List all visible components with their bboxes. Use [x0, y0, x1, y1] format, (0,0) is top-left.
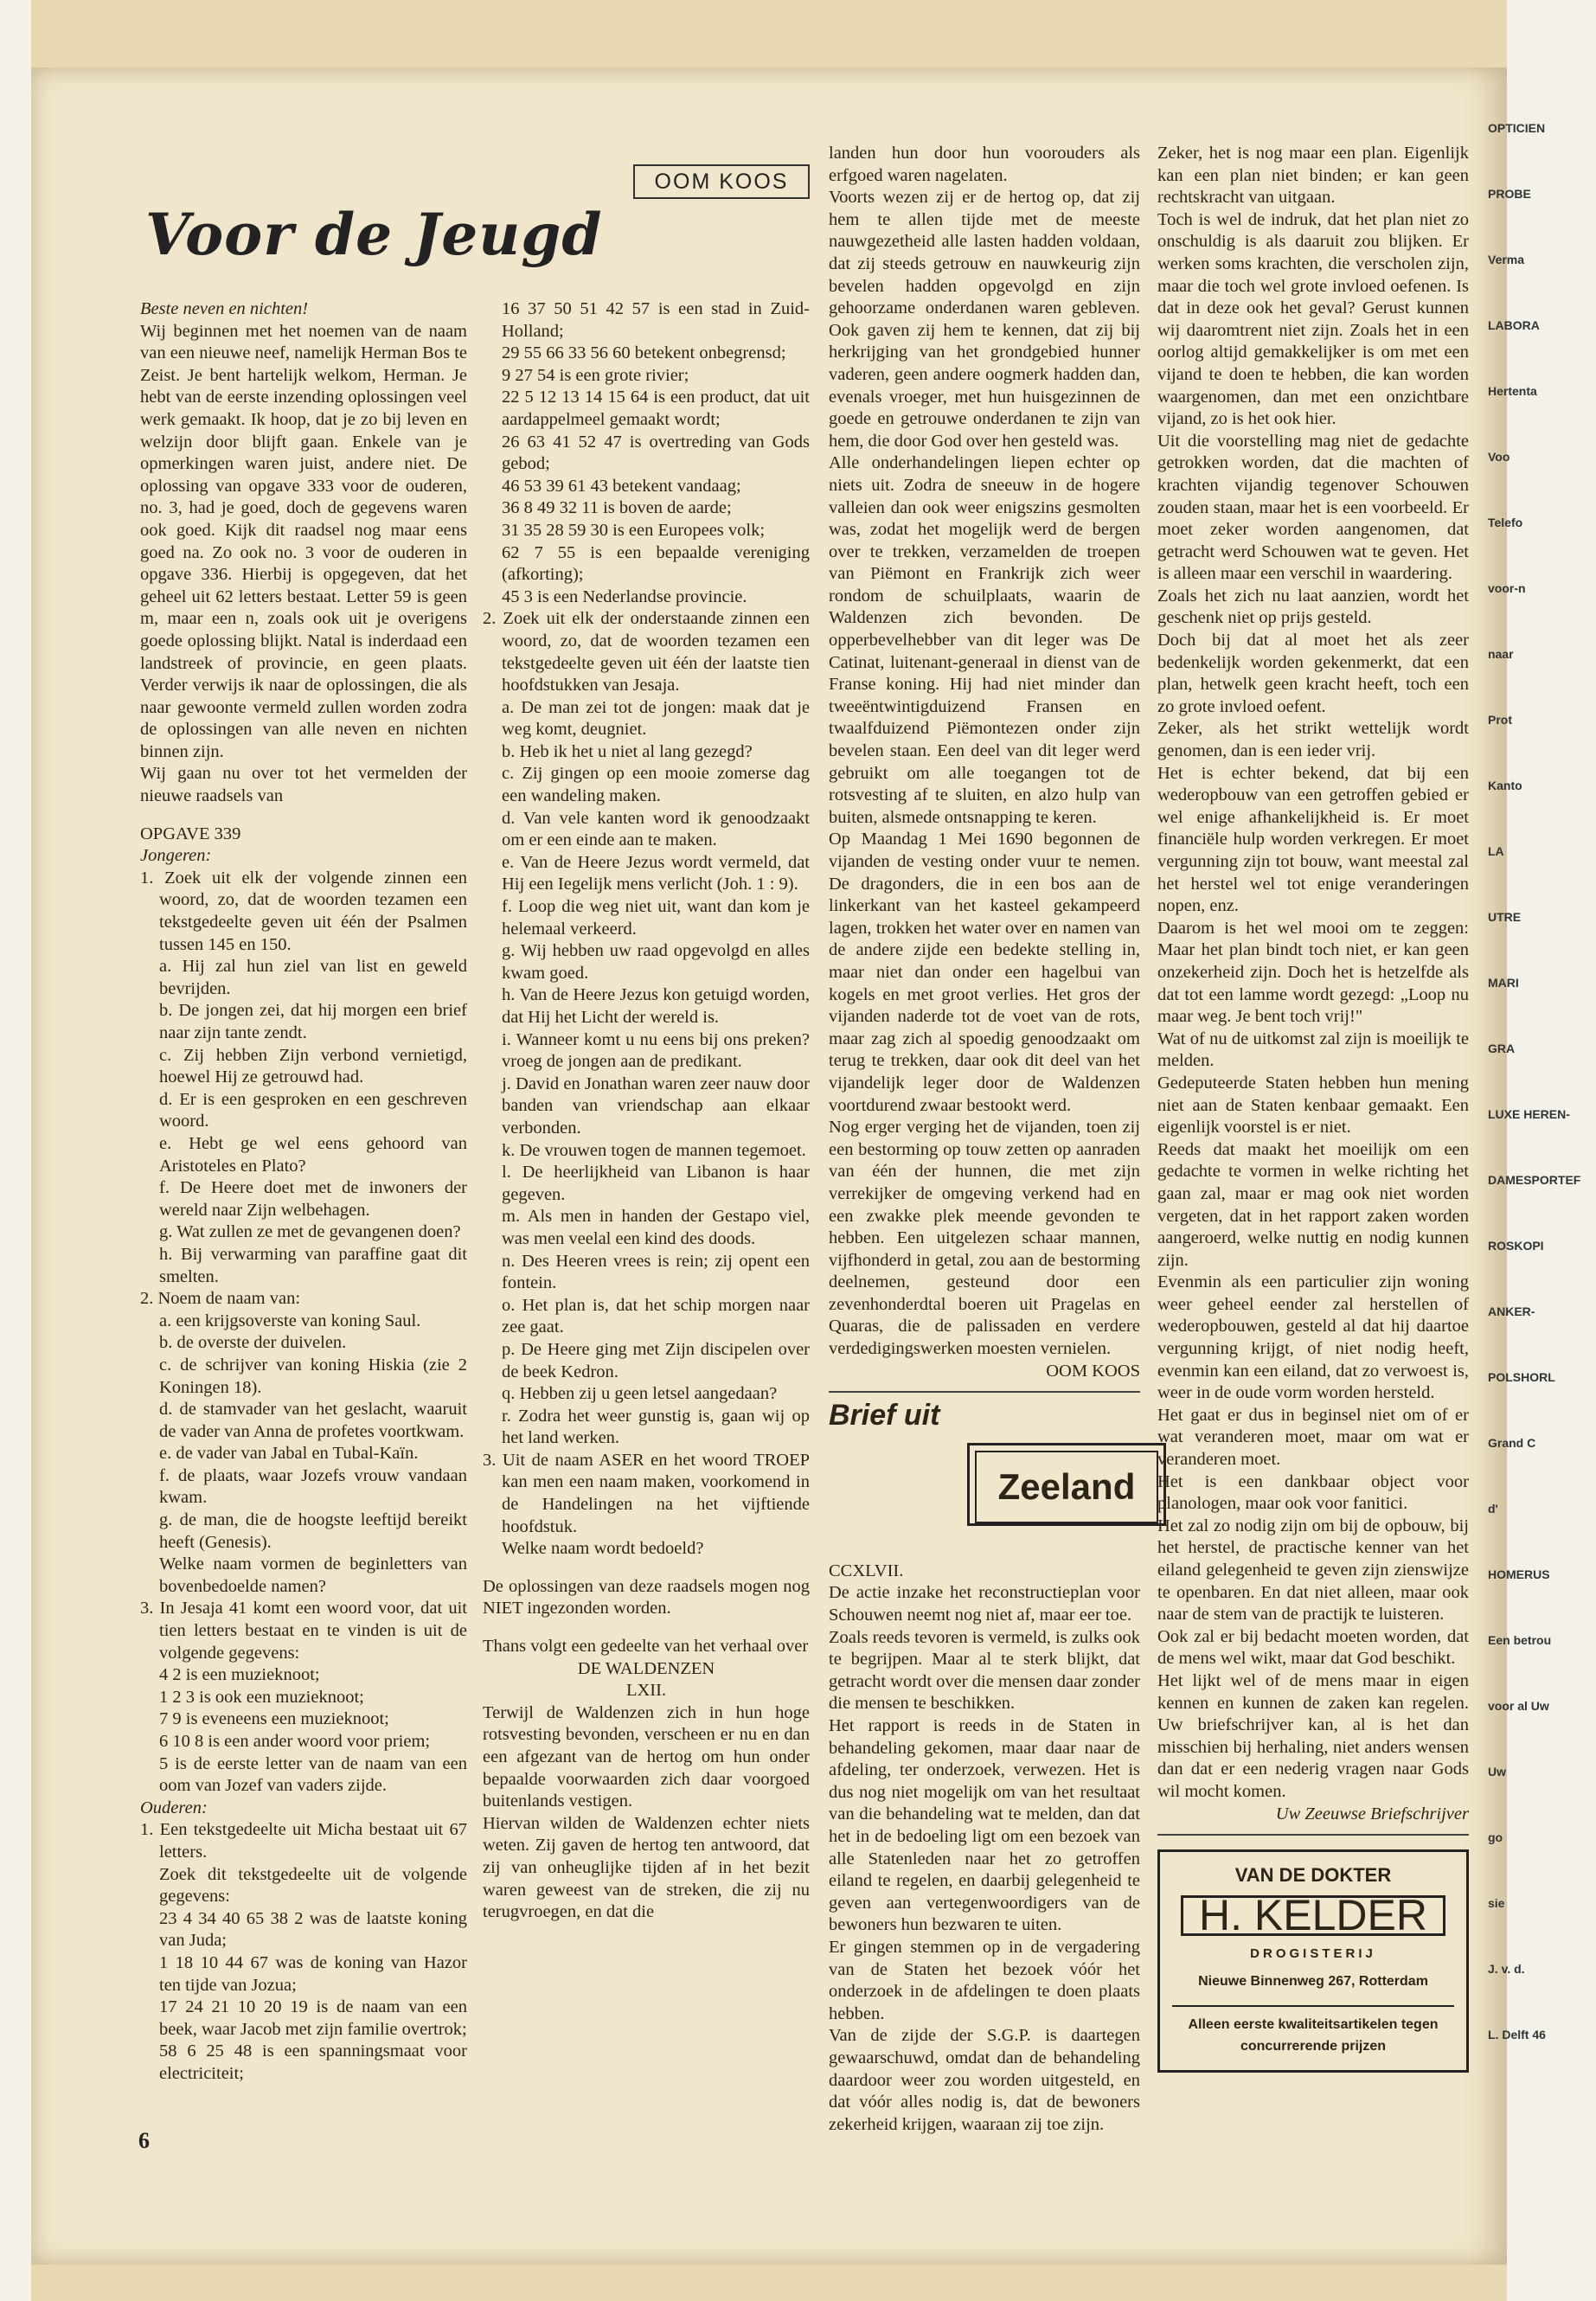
column1-para-9: d. Er is een gesproken en een geschreven woord.: [159, 1089, 467, 1131]
fragment-0: OPTICIEN: [1488, 121, 1546, 135]
column3-para-6: [829, 1391, 1140, 1393]
column3-para-14: Van de zijde der S.G.P. is daartegen gewaarschuwd, omdat dan de behandeling daardoor weer zou worden uitgesteld, en dat vóór alles nodig is, dat de bewoners zekerheid krijgen, waaraan zij toe zijn.: [829, 2026, 1140, 2134]
column2-para-6: 36 8 49 32 11 is boven de aarde;: [502, 498, 732, 518]
column1-para-27: 6 10 8 is een ander woord voor priem;: [159, 1732, 431, 1751]
column1-para-25: 1 2 3 is ook een muzieknoot;: [159, 1687, 364, 1707]
column3-para-1: Voorts wezen zij er de hertog op, dat zij hem te allen tijde met de meeste nauwgezetheid alle lasten hadden voldaan, dat zij steeds getrouw en nauwkeurig zijn bevelen hadden opgevolgd en zijn gehoorzame onderdanen waren gebleven. Ook gaven zij hem te kennen, dat zij bij herkrijging van het grondgebied hunner vaderen, geen andere oogmerk hadden dan, evenals vroeger, met hun huisgezinnen de goede en getrouwe onderdanen te zijn van hem, die door God over hen gesteld was.: [829, 188, 1140, 451]
column1-para-28: 5 is de eerste letter van de naam van een oom van Jozef van vaders zijde.: [159, 1753, 467, 1796]
column2-para-2: 9 27 54 is een grote rivier;: [502, 365, 689, 385]
column2-para-24: n. Des Heeren vrees is rein; zij opent een fontein.: [502, 1251, 810, 1293]
column2-para-4: 26 63 41 52 47 is overtreding van Gods gebod;: [502, 432, 810, 474]
column1-para-23: 3. In Jesaja 41 komt een woord voor, dat uit tien letters bestaat en te vinden is uit de volgende gegevens:: [140, 1599, 467, 1663]
column3-para-0: landen hun door hun voorouders als erfgoed waren nagelaten.: [829, 144, 1140, 185]
fragment-11: LA: [1488, 844, 1504, 858]
column1-para-34: 17 24 21 10 20 19 is de naam van een beek, waar Jacob met zijn familie overtrok;: [159, 1997, 467, 2039]
column4-para-15: Ook zal er bij bedacht moeten worden, dat de mens wel wikt, maar dat God beschikt.: [1157, 1626, 1469, 1669]
column3-para-11: Zoals reeds tevoren is vermeld, is zulks ook te begrijpen. Maar al te sterk blijkt, dat getracht wordt over die mensen daar zonder die mensen te beschikken.: [829, 1627, 1140, 1714]
fragment-24: voor al Uw: [1488, 1699, 1549, 1713]
fragment-12: UTRE: [1488, 910, 1522, 924]
column2-para-1: 29 55 66 33 56 60 betekent onbegrensd;: [502, 343, 786, 363]
fragment-6: Telefo: [1488, 516, 1523, 529]
column2-para-16: f. Loop die weg niet uit, want dan kom je helemaal verkeerd.: [502, 897, 810, 939]
column1-para-22: Welke naam vormen de beginletters van bovenbedoelde namen?: [159, 1554, 467, 1596]
ad-subtitle: DROGISTERIJ: [1250, 1946, 1376, 1962]
column1-para-26: 7 9 is eveneens een muzieknoot;: [159, 1709, 389, 1729]
column2-para-7: 31 35 28 59 30 is een Europees volk;: [502, 520, 766, 540]
column1-para-24: 4 2 is een muzieknoot;: [159, 1665, 320, 1685]
ad-name: H. KELDER: [1181, 1895, 1445, 1937]
column4-para-3: Zoals het zich nu laat aanzien, wordt het geschenk niet op prijs gesteld.: [1157, 586, 1469, 628]
section-title: Voor de Jeugd: [145, 201, 603, 268]
column4-para-7: Daarom is het wel mooi om te zeggen: Maar het plan bindt toch niet, er kan geen onzekerheid zijn. Doch het is hetzelfde als dat tot een lamme wordt gezegd: „Loop nu maar weg. Je bent toch vrij!": [1157, 918, 1469, 1027]
column1-para-17: c. de schrijver van koning Hiskia (zie 2 Koningen 18).: [159, 1355, 467, 1397]
column4-para-8: Wat of nu de uitkomst zal zijn is moeilijk te melden.: [1157, 1029, 1469, 1071]
fragment-1: PROBE: [1488, 187, 1531, 201]
column1-para-6: a. Hij zal hun ziel van list en geweld bevrijden.: [159, 957, 467, 998]
fragment-15: LUXE HEREN-: [1488, 1107, 1570, 1121]
column4-para-5: Zeker, als het strikt wettelijk wordt genomen, dan is een ieder vrij.: [1157, 719, 1469, 761]
column1-para-19: e. de vader van Jabal en Tubal-Kaïn.: [159, 1444, 419, 1464]
fragment-7: voor-n: [1488, 581, 1526, 595]
column1-para-18: d. de stamvader van het geslacht, waaruit de vader van Anna de profetes voortkwam.: [159, 1400, 467, 1441]
fragment-9: Prot: [1488, 713, 1512, 727]
column2-para-21: k. De vrouwen togen de mannen tegemoet.: [502, 1140, 806, 1160]
adjacent-page-fragment: [1488, 121, 1592, 2197]
fragment-10: Kanto: [1488, 779, 1522, 792]
column2-para-10: 2. Zoek uit elk der onderstaande zinnen een woord, zo, dat de woorden tezamen een tekstgedeelte geven uit één der laatste tien hoofdstukken van Jesaja.: [483, 609, 810, 695]
fragment-28: J. v. d.: [1488, 1962, 1525, 1976]
fragment-22: HOMERUS: [1488, 1567, 1550, 1581]
column2-para-14: d. Van vele kanten word ik genoodzaakt om er een einde aan te maken.: [502, 808, 810, 850]
column3-para-4: Nog erger verging het de vijanden, toen zij een bestorming op touw zetten op aanraden van één der hunnen, die met zijn verrekijker de omgeving verkend had en een zwakke plek meende gevonden te hebben. Een uitgelezen schaar mannen, vijfhonderd in getal, zou aan de bestorming deelnemen, gesteund door een zevenhonderdtal boeren uit Pragelas en Quaras, die de palissaden en verdere verdedigingswerken moesten vernielen.: [829, 1118, 1140, 1359]
fragment-19: POLSHORL: [1488, 1370, 1555, 1384]
column-1: [140, 298, 467, 2086]
ad-address: Nieuwe Binnenweg 267, Rotterdam: [1198, 1973, 1428, 1989]
column1-para-20: f. de plaats, waar Jozefs vrouw vandaan kwam.: [159, 1465, 467, 1508]
column4-para-4: Doch bij dat al moet het als zeer bedenkelijk worden gekenmerkt, dat een plan, hetwelk geen kracht heeft, toch een zo grote invloed oefent.: [1157, 631, 1469, 716]
column3-para-8: [967, 1443, 1166, 1526]
column4-para-17: Uw Zeeuwse Briefschrijver: [1275, 1804, 1469, 1823]
fragment-14: GRA: [1488, 1042, 1516, 1055]
column4-para-2: Uit die voorstelling mag niet de gedachte getrokken worden, dat die machten of krachten vijandig tegenover Schouwen zouden staan, maar het is een voorbeeld. Er moet zeker worden aangenomen, dat getracht werd Schouwen wat te geven. Het is alleen maar een verschil in waardering.: [1157, 431, 1469, 584]
column2-para-32: Thans volgt een gedeelte van het verhaal over: [483, 1637, 809, 1657]
column4-para-10: Reeds dat maakt het moeilijk om een gedachte te vormen in welke richting het gaan zal, maar er mag ook niet worden vergeten, dat in het rapport zaken worden aangeroerd, welke nuttig en nodig kunnen zijn.: [1157, 1139, 1469, 1270]
page-edge-left: [0, 0, 31, 2301]
column-2: [483, 298, 810, 1924]
column3-para-2: Alle onderhandelingen liepen echter op niets uit. Zodra de sneeuw in de hogere valleien dan ook weer enigszins gesmolten was, zodat het mogelijk werd de bergen over te trekken, verzamelden de troepen van Piëmont en Frankrijk zich weer rondom de schuilplaats, waarin de Waldenzen zich bevonden. De opperbevelhebber van dit leger was De Catinat, luitenant-generaal in dienst van de Franse koning. Hij had niet minder dan tweeëntwintigduizend Fransen en twaalfduizend Piëmontezen onder zijn bevelen staan. Een deel van dit leger werd gebruikt om alle toegangen tot de rotsvesting af te sluiten, en alzo hulp van buiten, alsmede ontsnapping te keren.: [829, 453, 1140, 827]
column2-para-15: e. Van de Heere Jezus wordt vermeld, dat Hij een Iegelijk mens verlicht (Joh. 1 : 9).: [502, 852, 810, 894]
column1-para-11: f. De Heere doet met de inwoners der wereld naar Zijn welbehagen.: [159, 1178, 467, 1220]
ad-heading: VAN DE DOKTER: [1234, 1864, 1392, 1887]
column1-para-12: g. Wat zullen ze met de gevangenen doen?: [159, 1222, 461, 1242]
column4-para-12: Het gaat er dus in beginsel niet om of er wat veranderen moet, maar om wat er veranderen moet.: [1157, 1405, 1469, 1470]
column1-para-21: g. de man, die de hoogste leeftijd bereikt heeft (Genesis).: [159, 1510, 467, 1552]
ad-note: Alleen eerste kwaliteitsartikelen tegen concurrerende prijzen: [1172, 2005, 1454, 2058]
column2-para-27: q. Hebben zij u geen letsel aangedaan?: [502, 1384, 778, 1404]
page-number: 6: [138, 2128, 150, 2153]
column2-para-19: i. Wanneer komt u nu eens bij ons preken? vroeg de jongen aan de predikant.: [502, 1029, 810, 1072]
byline-box: OOM KOOS: [633, 164, 810, 199]
fragment-4: Hertenta: [1488, 384, 1537, 398]
column-4: [1157, 143, 1469, 2073]
column4-para-13: Het is een dankbaar object voor planologen, maar ook voor fanitici.: [1157, 1471, 1469, 1514]
column1-para-5: 1. Zoek uit elk der volgende zinnen een woord, zo, dat de woorden tezamen een tekstgedeelte geven uit één der Psalmen tussen 145 en 150.: [140, 868, 467, 954]
column1-para-3: OPGAVE 339: [140, 824, 241, 843]
fragment-18: ANKER-: [1488, 1304, 1535, 1318]
column2-para-9: 45 3 is een Nederlandse provincie.: [502, 586, 747, 606]
column2-para-36: Hiervan wilden de Waldenzen echter niets weten. Zij gaven de hertog ten antwoord, dat zij van onheuglijke tijden af in het bezit waren geweest van de streken, die zij nu terugvroegen, en dat die: [483, 1813, 810, 1922]
column4-para-0: Zeker, het is nog maar een plan. Eigenlijk kan een plan niet binden; er kan geen rechtskracht van uitgaan.: [1157, 144, 1469, 208]
column4-para-16: Het lijkt wel of de mens maar in eigen kennen en kunnen de zaken kan regelen. Uw briefschrijver kan, al is het dan misschien bij herhaling, niet anders wensen dan dat er een nederig vragen naar Gods wil mocht komen.: [1157, 1670, 1469, 1801]
column1-para-32: 23 4 34 40 65 38 2 was de laatste koning van Juda;: [159, 1908, 467, 1951]
column3-para-10: De actie inzake het reconstructieplan voor Schouwen neemt nog niet af, maar eer toe.: [829, 1583, 1140, 1625]
column3-para-7: Brief uit: [829, 1399, 940, 1433]
fragment-26: go: [1488, 1830, 1503, 1844]
column4-para-14: Het zal zo nodig zijn om bij de opbouw, bij het herstel, de practische kenner van het eiland gelegenheid te geven zijn zienswijze te openbaren. En dat niet alleen, maar ook naar de stem van de practijk te luisteren.: [1157, 1516, 1469, 1625]
column2-para-29: 3. Uit de naam ASER en het woord TROEP kan men een naam maken, voorkomend in de Handelingen na het vijftiende hoofdstuk.: [483, 1450, 810, 1536]
column1-para-1: Wij beginnen met het noemen van de naam van een nieuwe neef, namelijk Herman Bos te Zeist. Je bent hartelijk welkom, Herman. Je hebt van de eerste inzending oplossingen veel werk gemaakt. Ik hoop, dat je zo bij leven en welzijn door blijft gaan. Enkele van je opmerkingen waren juist, andere niet. De oplossing van opgave 333 voor de ouderen, no. 3, had je goed, doch de gegevens waren ook goed. Kijk dit raadsel nog maar eens goed na. Zo ook no. 3 voor de ouderen in opgave 336. Hierbij is opgegeven, dat het geheel uit 62 letters bestaat. Letter 59 is geen m, maar een n, zoals ook uit je overigens goede oplossing blijkt. Natal is inderdaad een landstreek of provincie, en geen plaats. Verder verwijs ik naar de oplossingen, die als naar gewoonte vermeld zullen worden zodra de oplossingen van alle neven en nichten binnen zijn.: [140, 321, 467, 761]
column1-para-30: 1. Een tekstgedeelte uit Micha bestaat uit 67 letters.: [140, 1820, 467, 1862]
column2-para-34: LXII.: [625, 1681, 667, 1701]
column2-para-12: b. Heb ik het u niet al lang gezegd?: [502, 741, 753, 761]
fragment-8: naar: [1488, 647, 1514, 661]
column2-para-0: 16 37 50 51 42 57 is een stad in Zuid-Holland;: [502, 299, 810, 341]
column-3: [829, 143, 1140, 2136]
column1-para-33: 1 18 10 44 67 was de koning van Hazor ten tijde van Jozua;: [159, 1952, 467, 1995]
column1-para-35: 58 6 25 48 is een spanningsmaat voor electriciteit;: [159, 2041, 467, 2083]
column2-para-22: l. De heerlijkheid van Libanon is haar gegeven.: [502, 1163, 810, 1204]
fragment-13: MARI: [1488, 976, 1519, 990]
column2-para-5: 46 53 39 61 43 betekent vandaag;: [502, 476, 741, 496]
column2-para-33: DE WALDENZEN: [577, 1658, 715, 1678]
column1-para-15: a. een krijgsoverste van koning Saul.: [159, 1311, 421, 1330]
fragment-27: sie: [1488, 1896, 1505, 1910]
column3-para-3: Op Maandag 1 Mei 1690 begonnen de vijanden de vesting onder vuur te nemen. De dragonders, die in een bos aan de linkerkant van het kasteel gekampeerd lagen, trokken het water over en namen van de andere zijde een bedekte stelling in, maar niet dan onder een hagelbui van kogels en met groot verlies. Het gros der vijanden naderde tot de voet van de rots, maar zag zich al spoedig genoodzaakt om terug te trekken, daar ook dit deel van het vijandelijk leger door de Waldenzen voortdurend zwaar bestookt werd.: [829, 830, 1140, 1115]
fragment-29: L. Delft 46: [1488, 2028, 1546, 2041]
column1-para-8: c. Zij hebben Zijn verbond vernietigd, hoewel Hij ze getrouwd had.: [159, 1045, 467, 1087]
zeeland-label: Zeeland: [975, 1451, 1158, 1523]
divider: [1157, 1834, 1469, 1836]
fragment-21: d': [1488, 1502, 1498, 1516]
column1-para-31: Zoek dit tekstgedeelte uit de volgende gegevens:: [159, 1864, 467, 1907]
column2-para-23: m. Als men in handen der Gestapo viel, was men veelal een kind des doods.: [502, 1207, 810, 1248]
column1-para-29: Ouderen:: [140, 1798, 208, 1817]
column-4-body: [1157, 143, 1469, 1825]
column4-para-11: Evenmin als een particulier zijn woning weer geheel eender zal herstellen of wederopbouwen, gesteld al dat hij daartoe vergunning krijgt, of niet nodig heeft, evenmin kan een eiland, dat zo verwoest is, weer in de oude vorm worden hersteld.: [1157, 1272, 1469, 1403]
column1-para-14: 2. Noem de naam van:: [140, 1289, 301, 1309]
fragment-2: Verma: [1488, 253, 1525, 266]
column1-para-2: Wij gaan nu over tot het vermelden der nieuwe raadsels van: [140, 764, 467, 806]
column2-para-28: r. Zodra het weer gunstig is, gaan wij op het land werken.: [502, 1406, 810, 1448]
column3-para-12: Het rapport is reeds in de Staten in behandeling gekomen, maar daar naar de afdeling, ter onderzoek, verwezen. Het is dus nog niet mogelijk om van het resultaat van die behandeling wat te melden, dan dat het in de bedoeling ligt om een bezoek van alle Statenleden naar het zo getroffen eiland te regelen, en daarbij gelegenheid te geven aan vertegenwoordigers van de bewoners hun bezwaren te uiten.: [829, 1716, 1140, 1935]
column2-para-26: p. De Heere ging met Zijn discipelen over de beek Kedron.: [502, 1339, 810, 1381]
column2-para-18: h. Van de Heere Jezus kon getuigd worden, dat Hij het Licht der wereld is.: [502, 985, 810, 1027]
column4-para-6: Het is echter bekend, dat bij een wederopbouw van een getroffen gebied er wel enige afhankelijkheid is. Er moet financiële hulp worden verkregen. Er moet vergunning zijn tot bouw, want meestal zal het herstel wel tot enige veranderingen nopen, enz.: [1157, 763, 1469, 916]
column4-para-9: Gedeputeerde Staten hebben hun mening niet aan de Staten kenbaar gemaakt. Een eigenlijk voorstel is er niet.: [1157, 1073, 1469, 1138]
column1-para-0: Beste neven en nichten!: [140, 299, 309, 318]
column3-para-9: CCXLVII.: [829, 1561, 904, 1580]
column1-para-13: h. Bij verwarming van paraffine gaat dit smelten.: [159, 1244, 467, 1286]
column2-para-11: a. De man zei tot de jongen: maak dat je weg komt, deugniet.: [502, 697, 810, 740]
column3-para-13: Er gingen stemmen op in de vergadering van de Staten het bezoek vóór het onderzoek in de afdelingen te doen plaats hebben.: [829, 1937, 1140, 2023]
column2-para-13: c. Zij gingen op een mooie zomerse dag een wandeling maken.: [502, 764, 810, 806]
fragment-5: Voo: [1488, 450, 1510, 464]
column3-para-5: OOM KOOS: [1046, 1361, 1140, 1381]
column2-para-25: o. Het plan is, dat het schip morgen naar zee gaat.: [502, 1295, 810, 1337]
fragment-20: Grand C: [1488, 1436, 1536, 1450]
column2-para-20: j. David en Jonathan waren zeer nauw door banden van vriendschap aan elkaar verbonden.: [502, 1074, 810, 1138]
column2-para-31: De oplossingen van deze raadsels mogen nog NIET ingezonden worden.: [483, 1576, 810, 1618]
column1-para-10: e. Hebt ge wel eens gehoord van Aristoteles en Plato?: [159, 1133, 467, 1176]
column4-para-1: Toch is wel de indruk, dat het plan niet zo onschuldig is als daaruit zou blijken. Er werken soms krachten, die verscholen zijn, maar die toch wel grote invloed oefenen. Is dat in deze ook het geval? Gerust kunnen wij daaromtrent niet zijn. Zoals het in een oorlog altijd gemakkelijker is om met een vijand te doen te hebben, die kan worden waargenomen, dan met een onzichtbare vijand, zo is het ook hier.: [1157, 209, 1469, 429]
column2-para-35: Terwijl de Waldenzen zich in hun hoge rotsvesting bevonden, verscheen er nu en dan een afgezant van de hertog om hun onder bepaalde voorwaarden zich daar voorgoed buitenlands vestigen.: [483, 1702, 810, 1811]
column2-para-8: 62 7 55 is een bepaalde vereniging (afkorting);: [502, 542, 810, 585]
column1-para-7: b. De jongen zei, dat hij morgen een brief naar zijn tante zendt.: [159, 1001, 467, 1042]
column2-para-3: 22 5 12 13 14 15 64 is een product, dat uit aardappelmeel gemaakt wordt;: [502, 388, 810, 429]
fragment-25: Uw: [1488, 1765, 1506, 1779]
fragment-17: ROSKOPI: [1488, 1239, 1544, 1253]
column1-para-4: Jongeren:: [140, 846, 212, 866]
fragment-16: DAMESPORTEF: [1488, 1173, 1581, 1187]
fragment-23: Een betrou: [1488, 1633, 1552, 1647]
fragment-3: LABORA: [1488, 318, 1540, 332]
advertisement-kelder: [1157, 1849, 1469, 2073]
column1-para-16: b. de overste der duivelen.: [159, 1333, 347, 1353]
column2-para-30: Welke naam wordt bedoeld?: [502, 1539, 704, 1559]
column2-para-17: g. Wij hebben uw raad opgevolgd en alles kwam goed.: [502, 941, 810, 983]
